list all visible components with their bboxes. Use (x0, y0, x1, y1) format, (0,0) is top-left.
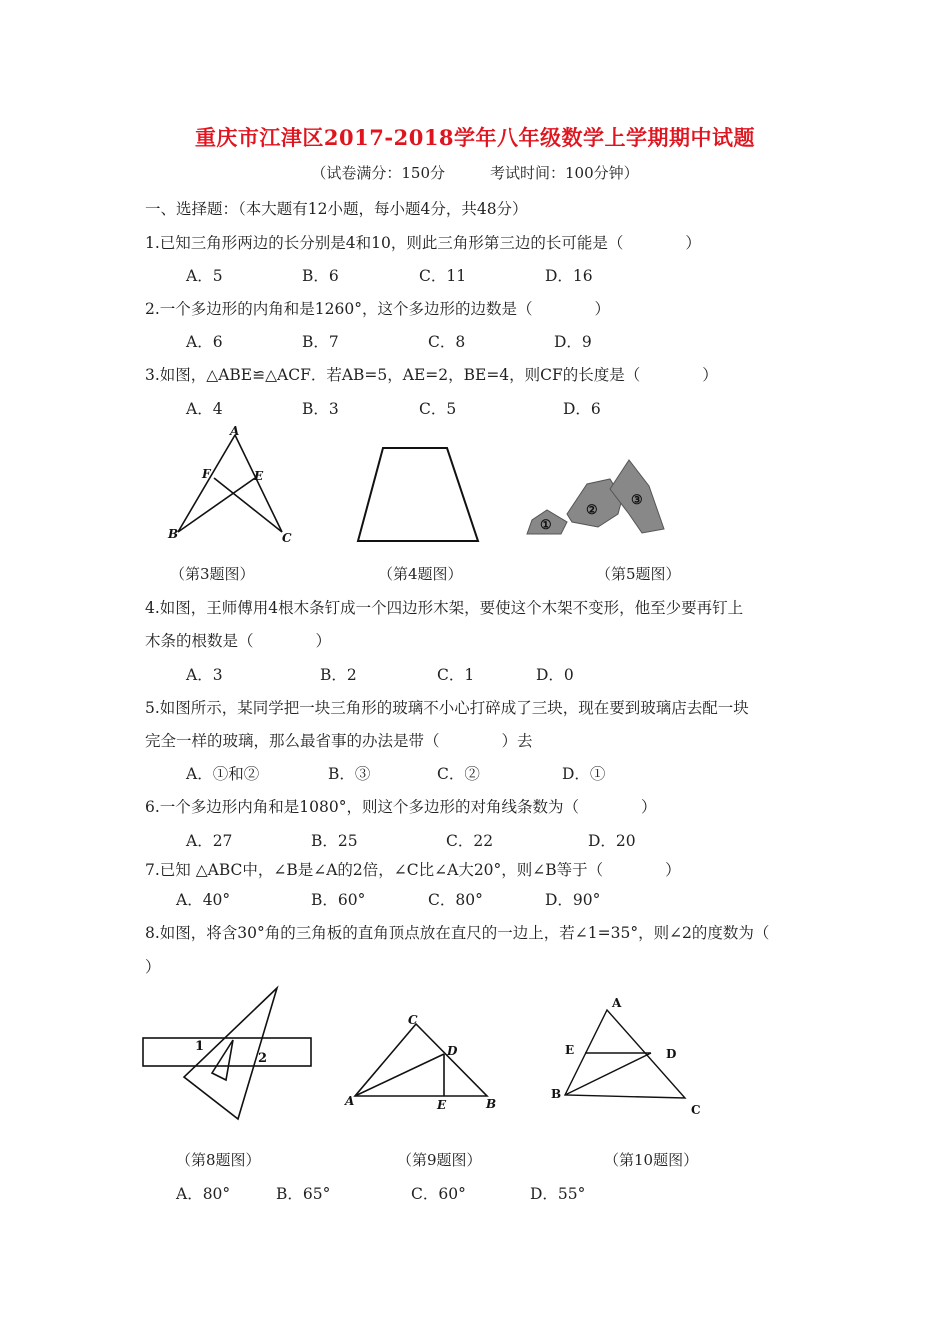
fig5-piece-1: ① (540, 518, 552, 533)
q6-option-b: B．25 (311, 832, 358, 850)
q7-option-b: B．60° (311, 891, 366, 909)
q7-option-a: A．40° (176, 891, 231, 909)
fig3-label-f: F (202, 467, 211, 481)
q6-option-d: D．20 (588, 832, 636, 850)
fig9-label-b: B (486, 1097, 497, 1111)
q3-option-a: A．4 (186, 400, 223, 418)
q4-option-c: C．1 (437, 666, 475, 684)
fig3-label-b: B (168, 527, 179, 541)
q6-option-c: C．22 (446, 832, 494, 850)
question-8-line-1: 8.如图，将含30°角的三角板的直角顶点放在直尺的一边上，若∠1=35°，则∠2的度数为（ (145, 924, 770, 942)
fig9-label-c: C (408, 1013, 418, 1027)
exam-info: （试卷满分：150分 考试时间：100分钟） (311, 164, 639, 182)
q5-option-c: C．② (437, 765, 480, 783)
fig5-piece-3: ③ (631, 493, 643, 508)
q2-option-b: B．7 (302, 333, 339, 351)
q8-option-d: D．55° (530, 1185, 586, 1203)
figure-5 (520, 452, 670, 542)
question-2: 2.一个多边形的内角和是1260°，这个多边形的边数是（ ） (145, 300, 610, 318)
q4-option-a: A．3 (186, 666, 223, 684)
q3-option-c: C．5 (419, 400, 457, 418)
page-title: 重庆市江津区2017-2018学年八年级数学上学期期中试题 (194, 125, 756, 150)
fig3-caption: （第3题图） (170, 565, 255, 583)
question-5-line-1: 5.如图所示，某同学把一块三角形的玻璃不小心打碎成了三块，现在要到玻璃店去配一块 (145, 699, 749, 717)
q1-option-c: C．11 (419, 267, 467, 285)
q5-option-b: B．③ (328, 765, 371, 783)
q2-option-c: C．8 (428, 333, 466, 351)
fig10-label-e: E (565, 1043, 575, 1057)
fig10-label-a: A (612, 996, 622, 1010)
fig10-label-c: C (691, 1103, 701, 1117)
q3-option-b: B．3 (302, 400, 339, 418)
question-5-line-2: 完全一样的玻璃，那么最省事的办法是带（ ）去 (145, 732, 533, 750)
q7-option-c: C．80° (428, 891, 483, 909)
fig3-label-c: C (282, 531, 292, 545)
question-8-line-2: ） (145, 958, 161, 976)
q5-option-a: A．①和② (186, 765, 260, 783)
q8-option-c: C．60° (411, 1185, 466, 1203)
question-1: 1.已知三角形两边的长分别是4和10，则此三角形第三边的长可能是（ ） (145, 234, 701, 252)
question-4-line-2: 木条的根数是（ ） (145, 632, 332, 650)
q5-option-d: D．① (562, 765, 606, 783)
q2-option-a: A．6 (186, 333, 223, 351)
q2-option-d: D．9 (554, 333, 592, 351)
q8-option-b: B．65° (276, 1185, 331, 1203)
fig10-label-b: B (551, 1087, 562, 1101)
q1-option-d: D．16 (545, 267, 593, 285)
figure-4 (350, 440, 490, 550)
q7-option-d: D．90° (545, 891, 601, 909)
question-6: 6.一个多边形内角和是1080°，则这个多边形的对角线条数为（ ） (145, 798, 657, 816)
fig5-piece-2: ② (586, 503, 598, 518)
fig3-label-a: A (230, 424, 240, 438)
figure-8 (138, 982, 318, 1122)
fig5-caption: （第5题图） (596, 565, 681, 583)
fig9-caption: （第9题图） (397, 1151, 482, 1169)
q8-option-a: A．80° (176, 1185, 231, 1203)
question-7: 7.已知 △ABC中，∠B是∠A的2倍，∠C比∠A大20°，则∠B等于（ ） (145, 861, 681, 879)
q4-option-d: D．0 (536, 666, 574, 684)
fig9-label-a: A (345, 1094, 355, 1108)
fig8-angle-2: 2 (258, 1051, 268, 1066)
q1-option-b: B．6 (302, 267, 339, 285)
fig10-caption: （第10题图） (604, 1151, 699, 1169)
fig3-label-e: E (254, 469, 264, 483)
q6-option-a: A．27 (186, 832, 233, 850)
question-3: 3.如图，△ABE≌△ACF．若AB=5，AE=2，BE=4，则CF的长度是（ ） (145, 366, 718, 384)
fig9-label-d: D (447, 1044, 458, 1058)
figure-9 (340, 1010, 500, 1114)
figure-10 (545, 990, 715, 1120)
section-heading: 一、选择题：（本大题有12小题，每小题4分，共48分） (145, 200, 528, 218)
fig8-angle-1: 1 (195, 1039, 205, 1054)
q1-option-a: A．5 (186, 267, 223, 285)
question-4-line-1: 4.如图，王师傅用4根木条钉成一个四边形木架，要使这个木架不变形，他至少要再钉上 (145, 599, 744, 617)
fig9-label-e: E (437, 1098, 447, 1112)
q4-option-b: B．2 (320, 666, 357, 684)
fig10-label-d: D (666, 1047, 677, 1061)
fig8-caption: （第8题图） (176, 1151, 261, 1169)
fig4-caption: （第4题图） (378, 565, 463, 583)
q3-option-d: D．6 (563, 400, 601, 418)
figure-3 (160, 420, 300, 550)
